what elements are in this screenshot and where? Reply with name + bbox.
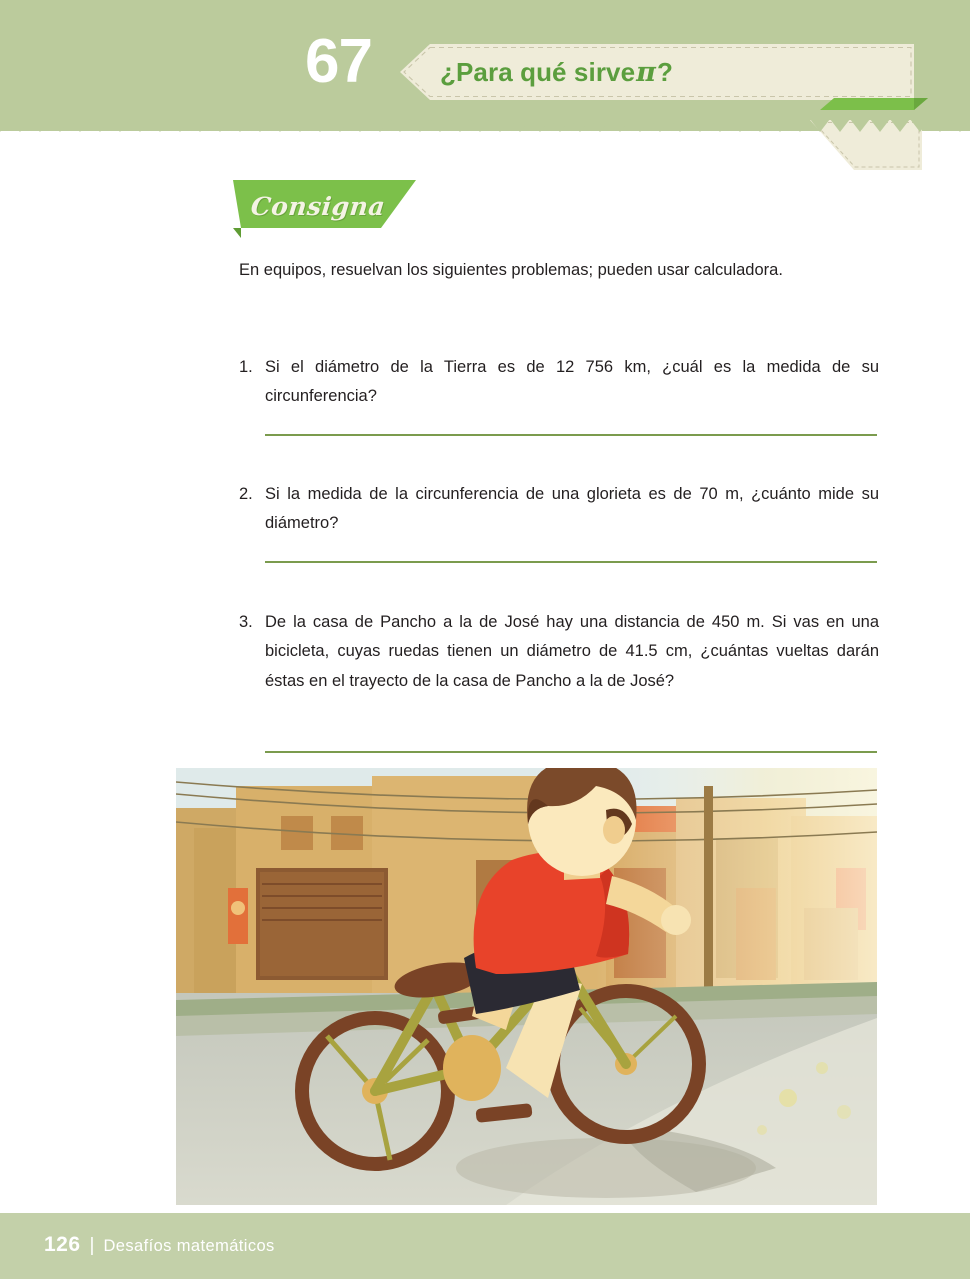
header-zigzag-edge <box>0 118 970 134</box>
answer-line-1[interactable] <box>265 434 877 436</box>
answer-line-2[interactable] <box>265 561 877 563</box>
pi-symbol: π <box>636 56 657 88</box>
footer-zigzag-edge <box>0 1213 970 1229</box>
chapter-number: 67 <box>305 27 372 96</box>
consigna-label: Consigna <box>249 192 387 221</box>
problem-3 <box>239 608 879 696</box>
page-number: 126 <box>44 1233 81 1256</box>
page-footer <box>0 1213 970 1279</box>
title-banner <box>400 44 914 100</box>
problem-1-text: Si el diámetro de la Tierra es de 12 756 km, ¿cuál es la medida de su circunferencia? <box>265 358 879 406</box>
problem-3-text: De la casa de Pancho a la de José hay una distancia de 450 m. Si vas en una bicicleta, cuyas ruedas tienen un diámetro de 41.5 cm, ¿cuántas vueltas darán éstas en el trayecto de la casa de Pancho a la de José? <box>265 613 879 690</box>
footer-content <box>44 1233 275 1257</box>
ribbon-tail-icon <box>810 98 940 170</box>
footer-separator: | <box>89 1235 95 1256</box>
problem-2 <box>239 480 879 539</box>
problem-2-number: 2. <box>239 485 253 503</box>
problem-2-text: Si la medida de la circunferencia de una glorieta es de 70 m, ¿cuánto mide su diámetro? <box>265 485 879 533</box>
intro-text: En equipos, resuelvan los siguientes problemas; pueden usar calculadora. <box>239 261 783 279</box>
street-illustration <box>176 768 877 1205</box>
problem-1-number: 1. <box>239 358 253 376</box>
consigna-banner <box>233 180 423 242</box>
problem-3-number: 3. <box>239 613 253 631</box>
illustration-artwork <box>176 768 877 1205</box>
book-title: Desafíos matemáticos <box>103 1237 275 1255</box>
problem-1 <box>239 353 879 412</box>
title-suffix: ? <box>657 56 674 87</box>
page-title <box>440 44 673 100</box>
title-prefix: ¿Para qué sirve <box>440 56 636 87</box>
answer-line-3[interactable] <box>265 751 877 753</box>
page-header <box>0 0 970 131</box>
